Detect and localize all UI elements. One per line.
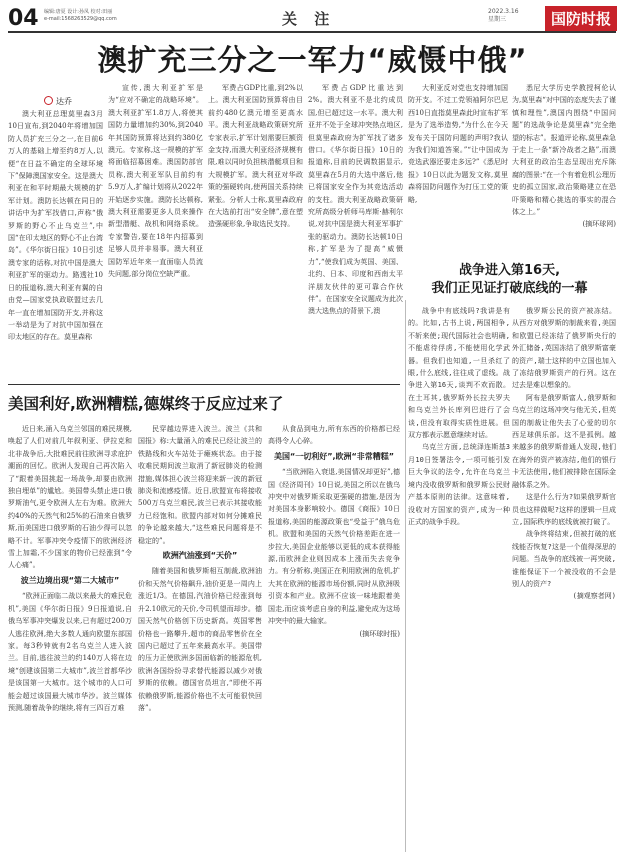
article1-title: 澳扩充三分之一军力“威慑中俄” xyxy=(97,43,528,77)
article2-column-2: 民穿越边界进入波兰。波兰《共和国报》称:大量涌入的难民已经让波兰的铁路线和火车站处于瘫痪状态。由于接收难民期间波兰取消了新冠肺炎的检测措施,媒体担心波兰将迎来新一波的新冠肺炎和流感疫情。近日,欧盟宣布将接收500万乌克兰难民,波兰已表示其接收能力已经饱和。欧盟内部对如何分摊难民的争论越来越大,“这些难民问题将是不稳定的”。 欧洲汽油涨到“天价” 随着美国和俄罗斯相互制裁,欧洲油价和天然气价格飙升,油价更是一周内上涨近1/3。在德国,汽油价格已经涨到每升2.10欧元的天价,令司机望而却步。德国天然气价格创下历史新高。英国零售价格也一路攀升,超市的商品零售价在全国内已超过了五年来最高水平。美国带的压力正使欧洲多国面临新的能源危机,欧洲各国纷纷寻求替代能源以减少对俄罗斯的依赖。德国官员坦言,“即使不再依赖俄罗斯,能源价格也不太可能很快回落”。 xyxy=(138,425,262,712)
credits xyxy=(44,9,117,23)
article2-column-1: 近日来,涌入乌克兰邻国的难民规模,唤起了人们对前几年叙利亚、伊拉克和北非战争后,大批难民前往欧洲寻求庇护潮面的回忆。欧洲人发现自己再次陷入了“跟着美国挑起一场战争,却要由欧洲独自埋单”的尴尬。美国带头禁止进口俄罗斯油气,更令欧洲人左右为难。欧洲大约40%的天然气和25%的石油来自俄罗斯,而美国进口俄罗斯的石油少得可以忽略不计。军事冲突令疫情下的欧洲经济雪上加霜,不少国家的物价已经涨到“令人心痛”。 波兰边境出现“第二大城市” “欧洲正面临二战以来最大的难民危机”,美国《华尔街日报》9日报道说,自俄乌军事冲突爆发以来,已有超过200万人逃往欧洲,绝大多数人通向欧盟东部国家。每3秒钟就有2名乌克兰人进入波兰。目前,逃往波兰的约140万人将在边境“创建该国第二大城市”,波兰首都华沙是该国第一大城市。这个城市的人口可能会超过该国最大城市华沙。波兰媒体预测,随着战争的继续,将有三四百万难 xyxy=(8,425,132,712)
weekday: 星期三 xyxy=(488,16,507,23)
article1-column-3: 军费占GDP比重,到2%以上。澳大利亚国防预算将由目前约480亿澳元增至更高水平。澳大利亚战略政策研究所专家表示,扩军计划需要巨额资金支持,而澳大利亚经济规模有限,难以同时负担核潜艇项目和大规模扩军。澳大利亚对华政策的强硬转向,使两国关系持续紧张。分析人士称,莫里森政府在大选前打出“安全牌”,意在塑造强硬形象,争取选民支持。 xyxy=(208,84,303,229)
article2-title: 美国利好,欧洲糟糕,德媒终于反应过来了 xyxy=(8,395,284,413)
email-credit: e-mail:1568263529@qq.com xyxy=(44,16,117,22)
byline-icon xyxy=(44,96,53,105)
article3-title xyxy=(402,262,617,298)
article2-source: (摘环球时报) xyxy=(359,629,400,638)
page-header-left xyxy=(8,6,39,31)
article3-source: (摘观察者网) xyxy=(572,592,616,601)
article3-column-2: 俄罗斯公民的资产被冻结。从西方对俄罗斯的制裁来看,美国和欧盟已经冻结了俄罗斯央行的外汇储备,英国冻结了俄罗斯富豪的资产,瑞士这样的中立国也加入了冻结俄罗斯资产的行列。这在过去是难以想象的。 阿布是俄罗斯富人,俄罗斯和乌克兰的这场冲突与他无关,但英国的制裁让他失去了心爱的切尔西足球俱乐部。这不是孤例。越来越多的俄罗斯普通人发现,他们在海外的资产被冻结,他们的银行卡无法使用,他们被排除在国际金融体系之外。 这是什么行为?如果俄罗斯官员也这样做呢?这样的逻辑一旦成立,国际秩序的底线就被打破了。 战争终将结束,但被打破的底线能否恢复?这是一个值得深思的问题。当战争的底线被一再突破,谁能保证下一个被没收的不会是别人的资产? (摘观察者网) xyxy=(512,305,616,853)
newspaper-logo: 国防时报 xyxy=(545,6,617,31)
date: 2022.3.16 xyxy=(488,8,519,15)
editor-credits: 编辑:唐夏 设计:孙凤 校对:田丽 xyxy=(44,9,113,15)
issue-date xyxy=(488,8,519,24)
article3-title-line1: 战争进入第16天, xyxy=(458,263,561,278)
article2-subhead-2: 欧洲汽油涨到“天价” xyxy=(162,551,238,561)
article1-column-6: 悉尼大学历史学教授柯伦认为,莫里森“对中国的态度失去了谨慎和理性”,澳国内围绕“中国问题”的选战争论是莫里森“完全绝望的标志”。报道评论称,莫里森急于走上一条“新冷战者之路”,而澳大利亚的政治生态呈现出充斥陈腐的图景:“在一个有着危机公理历史的孤立国家,政治策略建立在恐吓策略和精心挑选的事实的混合体之上。” (摘环球网) xyxy=(512,82,616,257)
article2-subhead-3: 美国“一切利好”,欧洲“非常糟糕” xyxy=(273,451,395,461)
article1-column-1: 澳大利亚总理莫里森3月10日宣布,到2040年将增加国防人员扩充三分之一,在目前6万人的基础上增至约8万人,以便“在日益不确定的全球环境下”保障澳国家安全。这是澳大利亚在和平时期最大规模的扩军计划。澳防长达顿在同日的讲话中为扩军找借口,声称“俄罗斯的野心不止乌克兰”,中国“在印太地区的野心不止台湾岛”。《华尔街日报》10日引述澳专家的话称,对抗中国是澳大利亚扩军的驱动力。路透社10日的报道称,澳大利亚有翼的自由党—国家党执政联盟过去几年一直在增加国防开支,并称这一举动是为了对抗中国加强在印太地区的存在。莫里森称 xyxy=(8,110,103,342)
header-rule xyxy=(8,31,616,33)
article3-divider xyxy=(405,300,406,852)
article1-column-2: 宣传,澳大利亚扩军是为“应对不确定的战略环境”。澳大利亚扩军1.8万人,将使其国防力量增加约30%,到2040年其国防预算将达到约380亿澳元。专家称,这一规模的扩军将面临招募困难。澳国防部官员称,澳大利亚军队目前约有5.9万人,扩编计划将从2022年开始逐步实施。澳防长达顿称,澳大利亚需要更多人员来操作新型潜艇、战机和网络系统。专家警告,要在18年内招募到足够人员并非易事。澳大利亚国防军近年来一直面临人员流失问题,部分岗位空缺严重。 xyxy=(108,84,203,279)
article1-source: (摘环球网) xyxy=(582,220,616,229)
article2-column-3: 从食品到电力,所有东西的价格都已经高得令人心碎。 美国“一切利好”,欧洲“非常糟糕” “当欧洲陷入衰退,美国情况却更好”,德国《经济周刊》10日说,美国之所以在俄乌冲突中对俄罗斯采取更强硬的措施,是因为对美国本身影响较小。德国《商报》10日报道称,美国的能源政策也“受益于”俄乌危机。欧盟和美国的天然气价格差距在进一步拉大,美国企业能够以更低的成本获得能源,而欧洲企业则因成本上涨而失去竞争力。有分析称,美国正在利用欧洲的危机,扩大其在欧洲的能源市场份额,同时从欧洲吸引资本和产业。欧洲不应该一味地跟着美国走,而应该考虑自身的利益,避免成为这场冲突中的最大输家。 (摘环球时报) xyxy=(268,423,400,855)
article3-title-line2: 我们正见证打破底线的一幕 xyxy=(431,281,588,296)
section-title: 关 注 xyxy=(282,10,336,28)
article2-top-rule xyxy=(8,384,400,385)
page-number: 04 xyxy=(8,6,39,31)
article3-column-1: 战争中有底线吗?我讲是有的。比如,古书上说,两国相争,不斩来使;现代国际社会也明确,不能虐待俘虏,不能使用化学武器。但我们也知道,一旦杀红了眼,什么底线,往往成了虚线。战争进入第16天,谈判不欢而散。在土耳其,俄罗斯外长拉夫罗夫和乌克兰外长库列巴进行了会谈,但没有取得实质性进展。但双方都表示愿意继续对话。 乌克兰方面,总统泽连斯基3月10日签署法令,一项可能引发巨大争议的法令,允许在乌克兰境内没收俄罗斯和俄罗斯公民财产基本原则的法律。这意味着,没收对方国家的资产,成为一种正式的战争手段。 xyxy=(408,307,510,526)
article1-column-5: 大利亚反对党也支持增加国防开支。不过工党领袖阿尔巴尼西10日直指莫里森此时宣布扩军是为了选举造势,“为什么在今天发布关于国防问题的声明?我认为我们知道答案。”“让中国成为竞选武器还要走多远?”《悉尼时报》10日以此为题发文称,莫里森将国防问题作为打压工党的策略, xyxy=(408,84,508,204)
article2-subhead-1: 波兰边境出现“第二大城市” xyxy=(20,575,120,585)
article1-column-4: 军费占GDP比重达到2%。澳大利亚不是北约成员国,但已超过这一水平。澳大利亚并不处于全球冲突热点地区,但莫里森政府为扩军找了诸多借口。《华尔街日报》10日的报道称,目前的民调数据显示,莫里森在5月的大选中落后,他已将国家安全作为其竞选活动的支柱。澳大利亚战略政策研究所高级分析师马库斯·赫利尔说,对抗中国是澳大利亚军事扩张的驱动力。澳防长达顿10日称,扩军是为了提高“威慑力”,“使我们成为英国、美国、北约、日本、印度和西南太平洋朋友伙伴的更可靠合作伙伴”。在国家安全议题成为此次澳大选焦点的背景下,澳 xyxy=(308,84,403,316)
article1-byline xyxy=(44,96,72,107)
byline-text: 达乔 xyxy=(56,97,72,106)
